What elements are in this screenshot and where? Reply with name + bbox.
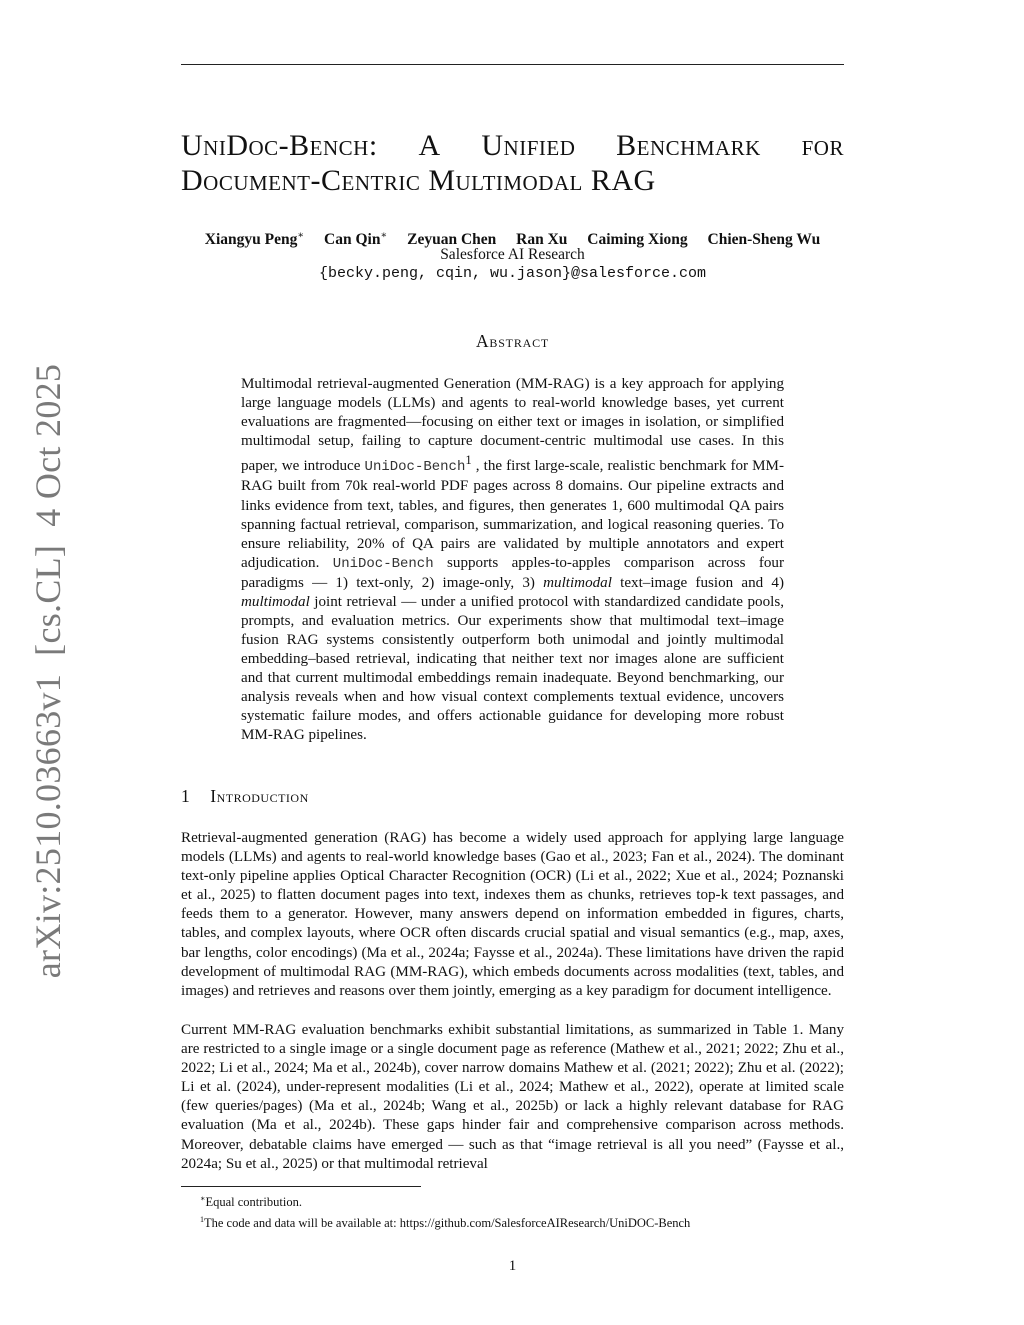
arxiv-identifier xyxy=(27,346,69,978)
abstract-text: Multimodal retrieval-augmented Generation (MM-RAG) is a key approach for applying large language models (LLMs) and agents to real-world knowledge bases, yet current evaluations are fragmented—focusing on either text or images in isolation, or simplified multimodal setup, failing to capture document-centric multimodal use cases. In this paper, we introduce UniDoc-Bench$^1$ , the first large-scale, realistic benchmark for MM-RAG built from 70k real-world PDF pages across 8 domains. Our pipeline extracts and links evidence from text, tables, and figures, then generates 1, 600 multimodal QA pairs spanning factual retrieval, comparison, summarization, and logical reasoning queries. To ensure reliability, 20% of QA pairs are validated by multiple annotators and expert adjudication. UniDoc-Bench supports apples-to-apples comparison across four paradigms — 1) text-only, 2) image-only, 3) multimodal text–image fusion and 4) multimodal joint retrieval — under a unified protocol with standardized candidate pools, prompts, and evaluation metrics. Our experiments show that multimodal text–image fusion RAG systems consistently outperform both unimodal and jointly multimodal embedding–based retrieval, indicating that neither text nor images alone are sufficient and that current multimodal embeddings remain inadequate. Beyond benchmarking, our analysis reveals when and how visual context complements textual evidence, uncovers systematic failure modes, and offers actionable guidance for developing more robust MM-RAG pipelines. xyxy=(241,376,785,744)
author: Zeyuan Chen xyxy=(407,231,497,249)
intro-paragraph-1: Retrieval-augmented generation (RAG) has become a widely used approach for applying large language models (LLMs) and agents to real-world knowledge bases (Gao et al., 2023; Fan et al., 2024). The dominant text-only pipeline applies Optical Character Recognition (OCR) (Li et al., 2022; Xue et al., 2024; Poznanski et al., 2025) to flatten document pages into text, indexes them as chunks, retrieves top-k text passages, and feeds them to a generator. However, many answers depend on information embedded in figures, charts, tables, and complex layouts, where OCR often discards crucial spatial and visual semantics (e.g., map, axes, bar lengths, color encodings) (Ma et al., 2024a; Faysse et al., 2024a). These limitations have driven the rapid development of multimodal RAG (MM-RAG), which embeds documents across modalities (text, tables, and images) and retrieves and reasons over them jointly, emerging as a key paradigm for document intelligence. xyxy=(181,830,844,999)
title-word: Unified xyxy=(481,129,576,162)
title-line-2: Document-Centric Multimodal RAG xyxy=(181,164,656,197)
section-title: Introduction xyxy=(210,786,309,806)
author: Ran Xu xyxy=(516,231,568,249)
author: Caiming Xiong xyxy=(587,231,688,249)
arxiv-date: 4 Oct 2025 xyxy=(28,363,68,527)
footnote-marker: 1 xyxy=(465,453,472,468)
footnote: ∗Equal contribution. xyxy=(200,1194,302,1210)
author: Xiangyu Peng∗ xyxy=(204,230,305,249)
footnote-rule xyxy=(181,1186,421,1187)
title-line-1 xyxy=(181,128,844,163)
intro-paragraph-2: Current MM-RAG evaluation benchmarks exhibit substantial limitations, as summarized in Table 1. Many are restricted to a single image or a single document page as reference (Mathew et al., 2021; 2022; Zhu et al., 2022; Li et al., 2024; Ma et al., 2024b), cover narrow domains Mathew et al. (2021; 2022); Zhu et al. (2022); Li et al. (2024), under-represent modalities (Li et al., 2024; Mathew et al., 2022), operate at limited scale (few queries/pages) (Ma et al., 2024b; Wang et al., 2025b) or lack a highly relevant database for RAG evaluation (Ma et al., 2024b). These gaps hinder fair and comprehensive comparison across methods. Moreover, debatable claims have emerged — such as that “image retrieval is all you need” (Faysse et al., 2024a; Su et al., 2025) or that multimodal retrieval xyxy=(181,1022,844,1172)
abstract-heading: Abstract xyxy=(475,331,550,351)
title-word: for xyxy=(801,129,844,162)
page-number: 1 xyxy=(508,1258,517,1274)
footnote: $^1$The code and data will be available at: https://github.com/SalesforceAIResearch/UniDOC-Bench xyxy=(200,1215,691,1231)
arxiv-category: [cs.CL] xyxy=(28,544,68,656)
paper-title xyxy=(181,128,844,198)
top-rule xyxy=(181,64,844,65)
author: Can Qin∗ xyxy=(324,230,388,249)
section-heading xyxy=(181,786,309,807)
title-word: UniDoc-Bench: xyxy=(181,129,378,162)
title-word: Benchmark xyxy=(616,129,761,162)
author: Chien-Sheng Wu xyxy=(707,231,821,249)
section-number: 1 xyxy=(181,786,191,806)
code-name: UniDoc-Bench xyxy=(364,459,466,476)
author-email: {becky.peng, cqin, wu.jason}@salesforce.com xyxy=(318,265,707,282)
code-name: UniDoc-Bench xyxy=(332,555,434,572)
affiliation: Salesforce AI Research xyxy=(440,246,585,263)
title-word: A xyxy=(418,129,441,162)
arxiv-id: arXiv:2510.03663v1 xyxy=(28,673,68,979)
footnotes xyxy=(200,1190,844,1232)
